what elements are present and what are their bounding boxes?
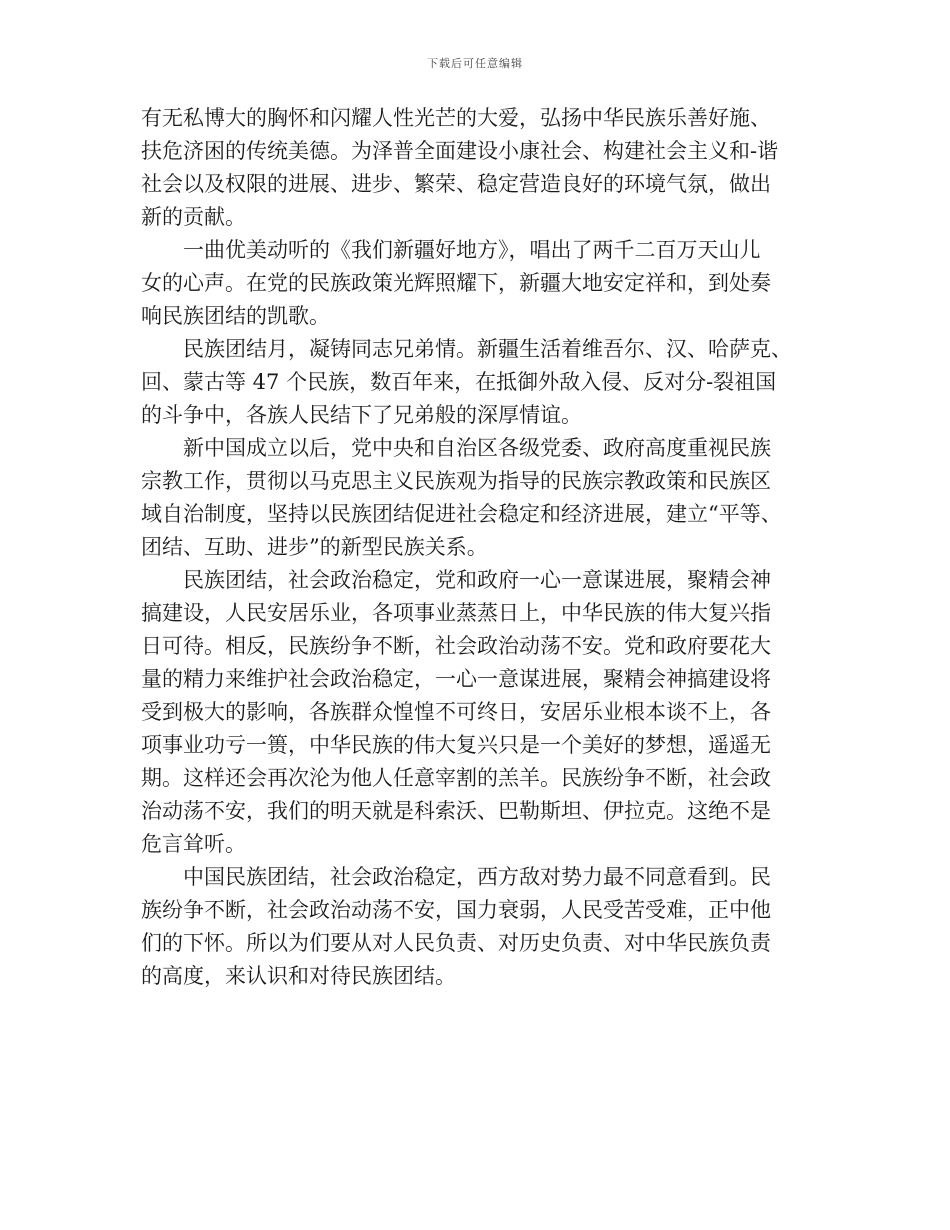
text-line: 女的心声。在党的民族政策光辉照耀下，新疆大地安定祥和，到处奏 bbox=[141, 271, 771, 295]
text-line: 受到极大的影响，各族群众惶惶不可终日，安居乐业根本谈不上，各 bbox=[141, 700, 771, 724]
text-line: 有无私博大的胸怀和闪耀人性光芒的大爱，弘扬中华民族乐善好施、 bbox=[141, 106, 771, 130]
text-line: 新的贡献。 bbox=[141, 205, 246, 229]
text-line: 域自治制度，坚持以民族团结促进社会稳定和经济进展，建立“平等、 bbox=[141, 502, 782, 526]
paragraph bbox=[141, 333, 811, 432]
text-line: 搞建设，人民安居乐业，各项事业蒸蒸日上，中华民族的伟大复兴指 bbox=[141, 601, 771, 625]
text-line: 宗教工作，贯彻以马克思主义民族观为指导的民族宗教政策和民族区 bbox=[141, 469, 771, 493]
text-line: 的斗争中，各族人民结下了兄弟般的深厚情谊。 bbox=[141, 403, 582, 427]
text-line: 响民族团结的凯歌。 bbox=[141, 304, 330, 328]
text-line: 期。这样还会再次沦为他人任意宰割的羔羊。民族纷争不断，社会政 bbox=[141, 766, 771, 790]
text-line: 民族团结月，凝铸同志兄弟情。新疆生活着维吾尔、汉、哈萨克、 bbox=[141, 337, 792, 361]
text-line: 民族团结，社会政治稳定，党和政府一心一意谋进展，聚精会神 bbox=[141, 568, 771, 592]
paragraph bbox=[141, 102, 811, 234]
text-line: 回、蒙古等 47 个民族，数百年来，在抵御外敌入侵、反对分-裂祖国 bbox=[141, 370, 777, 394]
text-line: 中国民族团结，社会政治稳定，西方敌对势力最不同意看到。民 bbox=[141, 865, 771, 889]
text-line: 的高度，来认识和对待民族团结。 bbox=[141, 964, 456, 988]
document-body bbox=[141, 102, 811, 993]
text-line: 族纷争不断，社会政治动荡不安，国力衰弱，人民受苦受难，正中他 bbox=[141, 898, 771, 922]
text-line: 们的下怀。所以为们要从对人民负责、对历史负责、对中华民族负责 bbox=[141, 931, 771, 955]
text-line: 日可待。相反，民族纷争不断，社会政治动荡不安。党和政府要花大 bbox=[141, 634, 771, 658]
paragraph bbox=[141, 861, 811, 993]
paragraph bbox=[141, 234, 811, 333]
text-line: 治动荡不安，我们的明天就是科索沃、巴勒斯坦、伊拉克。这绝不是 bbox=[141, 799, 771, 823]
text-line: 项事业功亏一篑，中华民族的伟大复兴只是一个美好的梦想，遥遥无 bbox=[141, 733, 771, 757]
page-header-note: 下载后可任意编辑 bbox=[427, 57, 523, 70]
text-line: 社会以及权限的进展、进步、繁荣、稳定营造良好的环境气氛，做出 bbox=[141, 172, 771, 196]
text-line: 量的精力来维护社会政治稳定，一心一意谋进展，聚精会神搞建设将 bbox=[141, 667, 771, 691]
paragraph bbox=[141, 564, 811, 861]
paragraph bbox=[141, 432, 811, 564]
text-line: 危言耸听。 bbox=[141, 832, 246, 856]
text-line: 新中国成立以后，党中央和自治区各级党委、政府高度重视民族 bbox=[141, 436, 771, 460]
text-line: 团结、互助、进步”的新型民族关系。 bbox=[141, 535, 488, 559]
text-line: 一曲优美动听的《我们新疆好地方》，唱出了两千二百万天山儿 bbox=[141, 238, 761, 262]
text-line: 扶危济困的传统美德。为泽普全面建设小康社会、构建社会主义和-谐 bbox=[141, 139, 779, 163]
